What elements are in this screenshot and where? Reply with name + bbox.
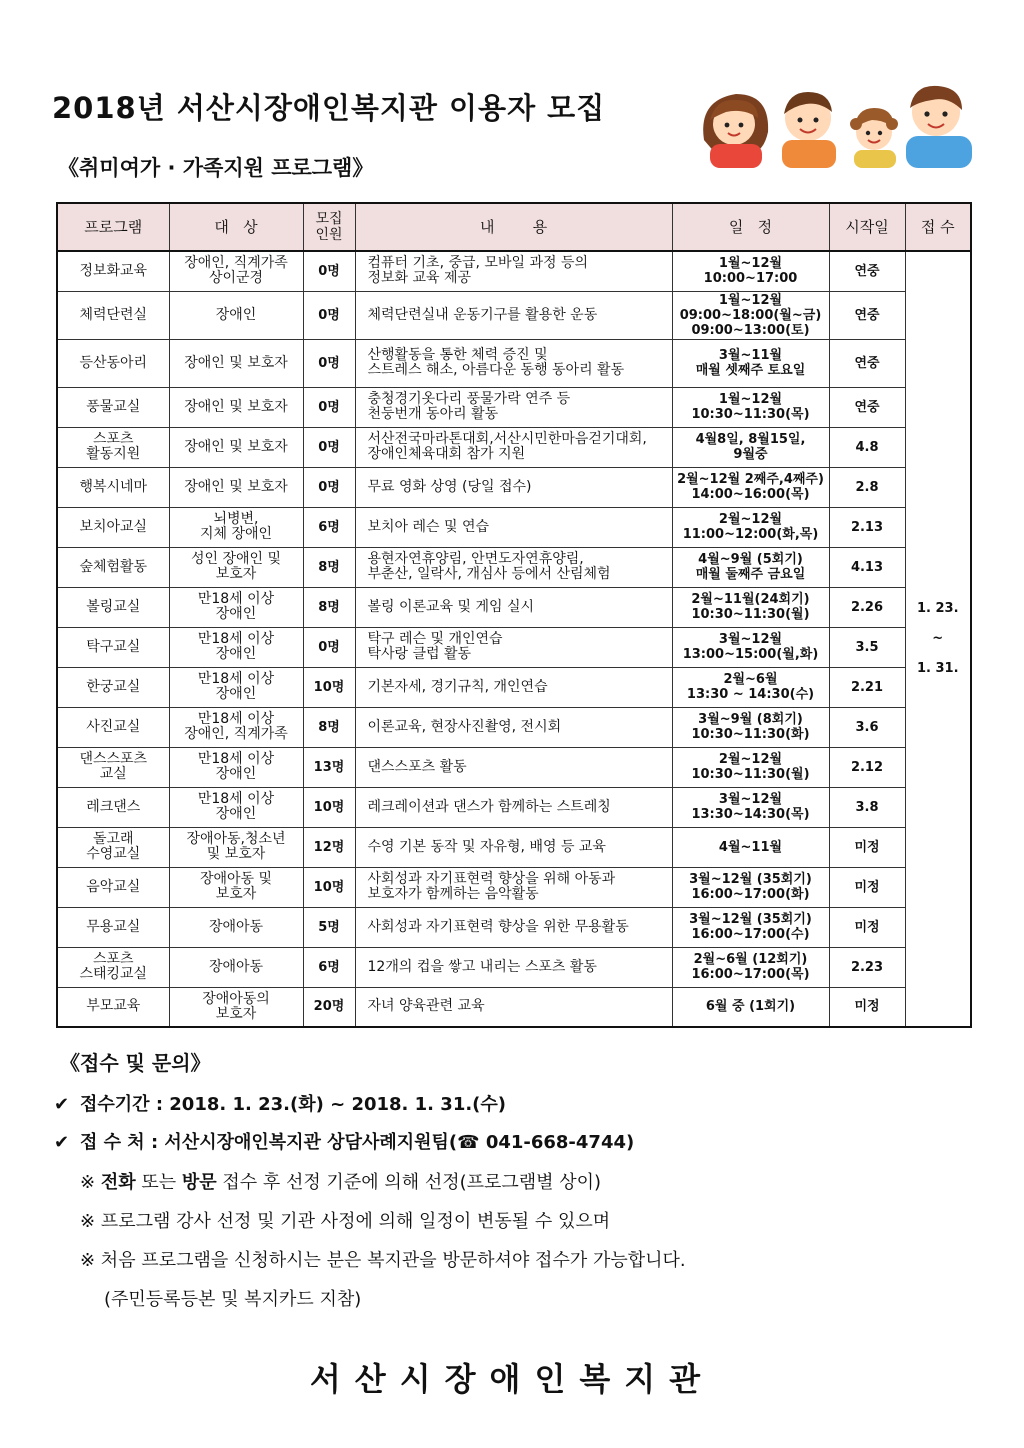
- table-row: [57, 427, 971, 467]
- content-line: 장애인체육대회 참가 지원: [367, 446, 526, 462]
- start-date-cell: 2.13: [829, 507, 905, 547]
- schedule-line: 13:30~14:30(목): [691, 807, 810, 822]
- header-capacity-line1: 모집: [315, 211, 343, 227]
- capacity-cell: 13명: [303, 747, 355, 787]
- program-name-line: 무용교실: [86, 918, 141, 935]
- program-table: [56, 202, 972, 1028]
- capacity-cell: 8명: [303, 707, 355, 747]
- note-selection: [80, 1168, 601, 1194]
- target-line: 장애인: [215, 646, 257, 662]
- schedule-line: 4월~9월 (5회기): [698, 552, 803, 567]
- target-cell: [169, 987, 303, 1027]
- schedule-line: 09:00~13:00(토): [691, 322, 810, 338]
- start-date-cell: 미정: [829, 827, 905, 867]
- target-cell: [169, 291, 303, 339]
- table-row: [57, 587, 971, 627]
- program-name-line: 볼링교실: [86, 598, 141, 615]
- page-title: 2018년 서산시장애인복지관 이용자 모집: [52, 91, 606, 125]
- content-line: 댄스스포츠 활동: [367, 758, 467, 775]
- target-line: 뇌병변,: [213, 511, 259, 527]
- content-line: 천둥번개 동아리 활동: [367, 406, 499, 422]
- target-line: 장애인 및 보호자: [184, 478, 288, 495]
- program-name-line: 레크댄스: [86, 798, 141, 815]
- note-visit: 방문: [181, 1172, 217, 1193]
- schedule-cell: [672, 339, 829, 387]
- schedule-line: 1월~12월: [718, 292, 783, 308]
- schedule-line: 1월~12월: [718, 256, 783, 272]
- schedule-line: 11:00~12:00(화,목): [682, 527, 819, 542]
- content-line: 보호자가 함께하는 음악활동: [367, 886, 539, 902]
- target-cell: [169, 667, 303, 707]
- program-name-line: 풍물교실: [86, 398, 141, 415]
- program-name-line: 체력단련실: [79, 306, 148, 323]
- content-cell: [355, 427, 672, 467]
- program-name-cell: [57, 827, 169, 867]
- reception-period-text: 접수기간 : 2018. 1. 23.(화) ~ 2018. 1. 31.(수): [80, 1094, 507, 1115]
- program-name-cell: [57, 339, 169, 387]
- schedule-line: 4월8일, 8월15일,: [695, 432, 806, 447]
- table-row: [57, 707, 971, 747]
- program-name-line: 음악교실: [86, 878, 141, 895]
- program-name-cell: [57, 587, 169, 627]
- table-row: [57, 907, 971, 947]
- program-name-cell: [57, 707, 169, 747]
- target-cell: [169, 787, 303, 827]
- target-line: 장애인: [215, 806, 257, 822]
- content-cell: [355, 667, 672, 707]
- capacity-cell: 12명: [303, 827, 355, 867]
- content-cell: [355, 251, 672, 291]
- schedule-line: 14:00~16:00(목): [691, 487, 810, 502]
- target-cell: [169, 907, 303, 947]
- program-name-cell: [57, 667, 169, 707]
- target-cell: [169, 467, 303, 507]
- target-line: 장애아동,청소년: [186, 831, 286, 847]
- schedule-line: 2월~12월 2째주,4째주): [677, 472, 824, 487]
- table-row: [57, 507, 971, 547]
- content-cell: [355, 987, 672, 1027]
- schedule-line: 2월~6월 (12회기): [693, 952, 808, 967]
- table-row: [57, 987, 971, 1027]
- header-content: 내 용: [355, 203, 672, 251]
- girl-figure: [850, 108, 898, 168]
- target-cell: [169, 827, 303, 867]
- program-name-cell: [57, 947, 169, 987]
- check-icon: ✔: [54, 1132, 70, 1153]
- table-row: [57, 787, 971, 827]
- capacity-cell: 0명: [303, 427, 355, 467]
- target-line: 및 보호자: [206, 846, 266, 862]
- content-cell: [355, 827, 672, 867]
- start-date-cell: 4.13: [829, 547, 905, 587]
- schedule-line: 10:30~11:30(월): [691, 767, 810, 782]
- capacity-cell: 6명: [303, 947, 355, 987]
- table-row: [57, 387, 971, 427]
- header-start: 시작일: [829, 203, 905, 251]
- reception-period: [54, 1090, 506, 1116]
- target-line: 장애인 및 보호자: [184, 398, 288, 415]
- program-name-line: 숲체험활동: [79, 558, 148, 575]
- accept-period-cell: [905, 251, 971, 1027]
- program-name-cell: [57, 907, 169, 947]
- capacity-cell: 8명: [303, 547, 355, 587]
- program-name-line: 등산동아리: [79, 354, 148, 371]
- content-cell: [355, 507, 672, 547]
- content-line: 자녀 양육관련 교육: [367, 998, 485, 1015]
- program-name-cell: [57, 987, 169, 1027]
- table-row: [57, 747, 971, 787]
- content-cell: [355, 907, 672, 947]
- start-date-cell: 2.23: [829, 947, 905, 987]
- schedule-line: 13:30 ~ 14:30(수): [686, 687, 815, 702]
- content-line: 기본자세, 경기규칙, 개인연습: [367, 678, 548, 695]
- schedule-line: 4월~11월: [718, 839, 783, 855]
- content-cell: [355, 867, 672, 907]
- target-line: 만18세 이상: [197, 711, 275, 727]
- schedule-line: 10:30~11:30(화): [691, 727, 810, 742]
- note-mark: ※: [80, 1172, 101, 1193]
- capacity-cell: 10명: [303, 867, 355, 907]
- program-name-line: 사진교실: [86, 718, 141, 735]
- table-row: [57, 339, 971, 387]
- accept-from: 1. 23.: [916, 601, 959, 616]
- target-line: 장애인: [215, 766, 257, 782]
- program-name-line: 스태킹교실: [79, 966, 148, 982]
- start-date-cell: 연중: [829, 387, 905, 427]
- check-icon: ✔: [54, 1094, 70, 1115]
- target-cell: [169, 867, 303, 907]
- target-line: 장애아동: [208, 958, 264, 975]
- target-line: 보호자: [215, 566, 257, 582]
- table-row: [57, 827, 971, 867]
- header-accept: 접 수: [905, 203, 971, 251]
- schedule-line: 09:00~18:00(월~금): [679, 307, 822, 323]
- content-line: 컴퓨터 기초, 중급, 모바일 과정 등의: [367, 255, 588, 272]
- content-cell: [355, 707, 672, 747]
- content-cell: [355, 339, 672, 387]
- schedule-line: 2월~12월: [718, 752, 783, 767]
- start-date-cell: 미정: [829, 987, 905, 1027]
- accept-to: 1. 31.: [916, 661, 959, 676]
- program-name-cell: [57, 627, 169, 667]
- content-line: 사회성과 자기표현력 향상을 위한 무용활동: [367, 918, 629, 935]
- content-line: 부춘산, 일락사, 개심사 등에서 산림체험: [367, 566, 611, 582]
- content-line: 산행활동을 통한 체력 증진 및: [367, 347, 548, 363]
- program-name-cell: [57, 291, 169, 339]
- schedule-line: 1월~12월: [718, 392, 783, 407]
- capacity-cell: 10명: [303, 667, 355, 707]
- content-line: 이론교육, 현장사진촬영, 전시회: [367, 718, 562, 735]
- content-line: 용현자연휴양림, 안면도자연휴양림,: [367, 551, 584, 567]
- content-cell: [355, 947, 672, 987]
- schedule-cell: [672, 907, 829, 947]
- accept-sep: ~: [932, 631, 944, 646]
- contact-heading: 《접수 및 문의》: [60, 1051, 211, 1075]
- header-schedule: 일 정: [672, 203, 829, 251]
- header-capacity-line2: 인원: [315, 227, 343, 243]
- target-cell: [169, 547, 303, 587]
- program-name-line: 스포츠: [92, 951, 134, 967]
- content-line: 탁사랑 클럽 활동: [367, 646, 472, 662]
- schedule-line: 매월 둘째주 금요일: [695, 567, 806, 582]
- program-table-body: [57, 251, 971, 1027]
- program-name-cell: [57, 547, 169, 587]
- target-line: 만18세 이상: [197, 631, 275, 647]
- start-date-cell: 3.8: [829, 787, 905, 827]
- target-cell: [169, 507, 303, 547]
- start-date-cell: 2.12: [829, 747, 905, 787]
- schedule-line: 3월~11월: [718, 348, 783, 363]
- schedule-cell: [672, 547, 829, 587]
- target-cell: [169, 707, 303, 747]
- target-line: 장애인: [215, 306, 257, 323]
- schedule-cell: [672, 427, 829, 467]
- header-program: 프로그램: [57, 203, 169, 251]
- schedule-line: 10:00~17:00: [703, 271, 798, 287]
- schedule-cell: [672, 291, 829, 339]
- target-cell: [169, 627, 303, 667]
- start-date-cell: 연중: [829, 291, 905, 339]
- program-name-line: 부모교육: [86, 998, 141, 1015]
- schedule-cell: [672, 787, 829, 827]
- target-cell: [169, 251, 303, 291]
- program-name-cell: [57, 251, 169, 291]
- content-cell: [355, 387, 672, 427]
- content-line: 스트레스 해소, 아름다운 동행 동아리 활동: [367, 362, 625, 378]
- content-line: 사회성과 자기표현력 향상을 위해 아동과: [367, 871, 616, 887]
- program-name-cell: [57, 507, 169, 547]
- start-date-cell: 4.8: [829, 427, 905, 467]
- target-line: 지체 장애인: [199, 526, 273, 542]
- father-figure: [906, 86, 972, 168]
- schedule-line: 16:00~17:00(수): [691, 927, 810, 942]
- program-name-line: 한궁교실: [86, 678, 141, 695]
- schedule-line: 13:00~15:00(월,화): [682, 647, 819, 662]
- content-line: 서산전국마라톤대회,서산시민한마음걷기대회,: [367, 431, 647, 447]
- target-cell: [169, 947, 303, 987]
- content-line: 무료 영화 상영 (당일 접수): [367, 478, 532, 495]
- program-name-cell: [57, 467, 169, 507]
- table-row: [57, 627, 971, 667]
- target-line: 장애아동: [208, 918, 264, 935]
- content-cell: [355, 547, 672, 587]
- content-line: 보치아 레슨 및 연습: [367, 518, 490, 535]
- schedule-cell: [672, 251, 829, 291]
- footer-organization: 서산시장애인복지관: [309, 1360, 715, 1398]
- schedule-cell: [672, 387, 829, 427]
- table-row: [57, 251, 971, 291]
- content-line: 수영 기본 동작 및 자유형, 배영 등 교육: [367, 838, 606, 855]
- schedule-cell: [672, 947, 829, 987]
- table-header-row: [57, 203, 971, 251]
- program-name-cell: [57, 867, 169, 907]
- content-cell: [355, 467, 672, 507]
- start-date-cell: 2.26: [829, 587, 905, 627]
- note-or: 또는: [135, 1172, 182, 1193]
- content-line: 12개의 컵을 쌓고 내리는 스포츠 활동: [367, 958, 597, 975]
- schedule-cell: [672, 467, 829, 507]
- program-name-line: 수영교실: [86, 846, 141, 862]
- target-line: 만18세 이상: [197, 791, 275, 807]
- schedule-line: 6월 중 (1회기): [705, 999, 796, 1015]
- schedule-line: 매월 셋째주 토요일: [695, 363, 806, 378]
- content-line: 정보화 교육 제공: [367, 270, 472, 287]
- target-line: 만18세 이상: [197, 671, 275, 687]
- target-line: 장애인, 직계가족: [184, 726, 288, 742]
- schedule-cell: [672, 627, 829, 667]
- table-row: [57, 291, 971, 339]
- content-line: 충청경기옷다리 풍물가락 연주 등: [367, 391, 571, 407]
- boy-figure: [782, 92, 836, 168]
- target-cell: [169, 587, 303, 627]
- schedule-line: 2월~12월: [718, 512, 783, 527]
- capacity-cell: 0명: [303, 467, 355, 507]
- schedule-cell: [672, 747, 829, 787]
- content-cell: [355, 787, 672, 827]
- content-line: 체력단련실내 운동기구를 활용한 운동: [367, 306, 598, 323]
- content-line: 레크레이션과 댄스가 함께하는 스트레칭: [367, 798, 611, 815]
- schedule-cell: [672, 987, 829, 1027]
- capacity-cell: 0명: [303, 339, 355, 387]
- schedule-cell: [672, 827, 829, 867]
- target-line: 장애인 및 보호자: [184, 354, 288, 371]
- schedule-cell: [672, 867, 829, 907]
- note-first-visit: ※ 처음 프로그램을 신청하시는 분은 복지관을 방문하셔야 접수가 가능합니다.: [80, 1250, 686, 1271]
- program-name-cell: [57, 747, 169, 787]
- reception-place-text: 접 수 처 : 서산시장애인복지관 상담사례지원팀(☎ 041-668-4744): [80, 1132, 635, 1153]
- target-cell: [169, 339, 303, 387]
- table-row: [57, 467, 971, 507]
- capacity-cell: 0명: [303, 387, 355, 427]
- program-name-line: 교실: [99, 766, 127, 782]
- schedule-line: 9월중: [733, 447, 768, 462]
- table-row: [57, 867, 971, 907]
- start-date-cell: 연중: [829, 251, 905, 291]
- target-cell: [169, 747, 303, 787]
- content-cell: [355, 291, 672, 339]
- target-line: 만18세 이상: [197, 591, 275, 607]
- schedule-line: 2월~6월: [723, 672, 778, 687]
- content-cell: [355, 587, 672, 627]
- schedule-line: 2월~11월(24회기): [691, 592, 810, 607]
- capacity-cell: 8명: [303, 587, 355, 627]
- note-documents: (주민등록등본 및 복지카드 지참): [104, 1289, 362, 1310]
- schedule-line: 10:30~11:30(목): [691, 407, 810, 422]
- content-cell: [355, 747, 672, 787]
- content-cell: [355, 627, 672, 667]
- program-name-line: 정보화교육: [79, 262, 148, 279]
- target-line: 장애아동 및: [199, 871, 273, 887]
- target-line: 보호자: [215, 886, 257, 902]
- target-line: 만18세 이상: [197, 751, 275, 767]
- schedule-line: 3월~12월: [718, 792, 783, 807]
- start-date-cell: 3.5: [829, 627, 905, 667]
- program-name-line: 활동지원: [86, 446, 141, 462]
- note-schedule-change: ※ 프로그램 강사 선정 및 기관 사정에 의해 일정이 변동될 수 있으며: [80, 1211, 611, 1232]
- schedule-line: 16:00~17:00(화): [691, 887, 810, 902]
- program-table-wrap: [56, 202, 970, 1025]
- schedule-cell: [672, 667, 829, 707]
- table-row: [57, 547, 971, 587]
- program-name-line: 댄스스포츠: [79, 751, 148, 767]
- target-line: 장애인 및 보호자: [184, 438, 288, 455]
- schedule-cell: [672, 507, 829, 547]
- capacity-cell: 0명: [303, 627, 355, 667]
- schedule-line: 3월~9월 (8회기): [698, 712, 803, 727]
- program-name-line: 탁구교실: [86, 638, 141, 655]
- capacity-cell: 0명: [303, 291, 355, 339]
- target-line: 성인 장애인 및: [190, 551, 282, 567]
- start-date-cell: 연중: [829, 339, 905, 387]
- schedule-line: 3월~12월 (35회기): [689, 912, 812, 927]
- target-cell: [169, 387, 303, 427]
- target-cell: [169, 427, 303, 467]
- capacity-cell: 6명: [303, 507, 355, 547]
- target-line: 장애인: [215, 686, 257, 702]
- start-date-cell: 미정: [829, 867, 905, 907]
- table-row: [57, 947, 971, 987]
- content-line: 탁구 레슨 및 개인연습: [367, 631, 503, 647]
- start-date-cell: 2.8: [829, 467, 905, 507]
- program-name-line: 스포츠: [92, 431, 134, 447]
- mother-figure: [703, 94, 768, 168]
- target-line: 장애인, 직계가족: [184, 255, 288, 272]
- header-target: 대 상: [169, 203, 303, 251]
- capacity-cell: 0명: [303, 251, 355, 291]
- target-line: 장애아동의: [202, 990, 270, 1007]
- schedule-cell: [672, 587, 829, 627]
- target-line: 상이군경: [208, 270, 264, 287]
- target-line: 장애인: [215, 606, 257, 622]
- table-row: [57, 667, 971, 707]
- note-selection-text: 접수 후 선정 기준에 의해 선정(프로그램별 상이): [216, 1172, 602, 1193]
- program-name-cell: [57, 387, 169, 427]
- start-date-cell: 2.21: [829, 667, 905, 707]
- start-date-cell: 3.6: [829, 707, 905, 747]
- family-illustration: [696, 80, 978, 168]
- reception-place: [54, 1128, 634, 1154]
- capacity-cell: 10명: [303, 787, 355, 827]
- schedule-line: 16:00~17:00(목): [691, 967, 810, 982]
- note-phone: 전화: [100, 1172, 136, 1193]
- header-capacity: [303, 203, 355, 251]
- capacity-cell: 5명: [303, 907, 355, 947]
- program-name-line: 행복시네마: [79, 478, 148, 495]
- program-name-line: 보치아교실: [79, 518, 148, 535]
- start-date-cell: 미정: [829, 907, 905, 947]
- capacity-cell: 20명: [303, 987, 355, 1027]
- page-subtitle: 《취미여가 · 가족지원 프로그램》: [58, 156, 374, 180]
- schedule-cell: [672, 707, 829, 747]
- program-name-cell: [57, 427, 169, 467]
- program-name-line: 돌고래: [92, 831, 134, 847]
- schedule-line: 3월~12월 (35회기): [689, 872, 812, 887]
- schedule-line: 3월~12월: [718, 632, 783, 647]
- schedule-line: 10:30~11:30(월): [691, 607, 810, 622]
- program-name-cell: [57, 787, 169, 827]
- target-line: 보호자: [215, 1005, 257, 1022]
- content-line: 볼링 이론교육 및 게임 실시: [367, 598, 535, 615]
